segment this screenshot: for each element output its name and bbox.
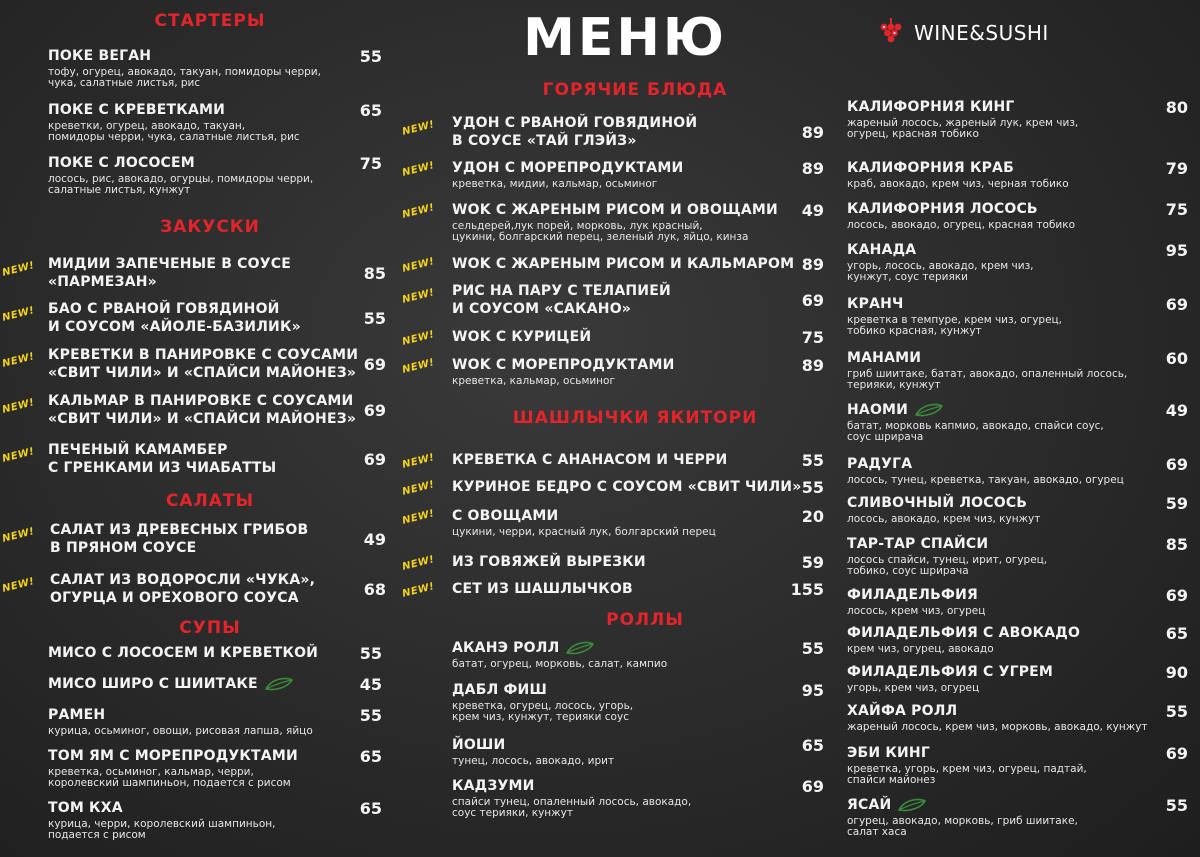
item-price: 55	[363, 309, 386, 328]
item-price: 49	[801, 201, 824, 220]
item-description: жареный лосось, крем чиз, морковь, авокадо, кунжут	[847, 721, 1148, 733]
new-badge: NEW!	[401, 329, 436, 348]
item-name: КУРИНОЕ БЕДРО С СОУСОМ «СВИТ ЧИЛИ»	[452, 479, 802, 495]
menu-item	[0, 347, 400, 381]
item-price: 55	[359, 644, 382, 663]
item-name: МИСО ШИРО С ШИИТАКЕ	[48, 676, 294, 693]
new-badge: NEW!	[1, 446, 36, 465]
item-description: креветка, осьминог, кальмар, черри,	[48, 766, 254, 778]
new-badge: NEW!	[401, 452, 436, 471]
item-price: 59	[801, 553, 824, 572]
menu-item	[400, 255, 830, 275]
item-name: С ГРЕНКАМИ ИЗ ЧИАБАТТЫ	[48, 460, 277, 476]
item-price: 89	[801, 356, 824, 375]
item-price: 69	[1165, 586, 1188, 605]
item-name: УДОН С МОРЕПРОДУКТАМИ	[452, 160, 684, 176]
item-name: СЛИВОЧНЫЙ ЛОСОСЬ	[847, 495, 1028, 511]
menu-item	[400, 777, 830, 819]
item-price: 89	[801, 123, 824, 142]
item-name: БАО С РВАНОЙ ГОВЯДИНОЙ	[48, 301, 280, 317]
leaf-icon	[914, 403, 944, 417]
new-badge: NEW!	[401, 202, 436, 221]
item-name: ЯСАЙ	[847, 797, 927, 814]
item-name: САЛАТ ИЗ ДРЕВЕСНЫХ ГРИБОВ	[50, 522, 309, 538]
item-name: WOK С ЖАРЕНЫМ РИСОМ И ОВОЩАМИ	[452, 202, 778, 218]
item-price: 95	[801, 681, 824, 700]
item-description: краб, авокадо, крем чиз, черная тобико	[847, 178, 1069, 190]
menu-item	[400, 553, 830, 573]
new-badge: NEW!	[401, 287, 436, 306]
item-name: ФИЛАДЕЛЬФИЯ С УГРЕМ	[847, 664, 1054, 680]
item-price: 45	[359, 675, 382, 694]
item-description: курица, черри, королевский шампиньон,	[48, 818, 276, 830]
leaf-icon	[897, 798, 927, 812]
page-title: МЕНЮ	[523, 8, 727, 68]
item-description: спайси тунец, опаленный лосось, авокадо,	[452, 796, 692, 808]
section-title-rolls: РОЛЛЫ	[606, 610, 684, 630]
new-badge: NEW!	[1, 305, 36, 324]
item-name: В ПРЯНОМ СОУСЕ	[50, 540, 197, 556]
item-name: РАМЕН	[48, 707, 106, 723]
menu-item	[400, 201, 830, 243]
item-description: соус терияки, кунжут	[452, 807, 573, 819]
item-description: цукини, болгарский перец, зеленый лук, яйцо, кинза	[452, 231, 749, 243]
item-name: РАДУГА	[847, 456, 913, 472]
item-description: креветки, огурец, авокадо, такуан,	[48, 120, 246, 132]
menu-item	[842, 295, 1200, 337]
item-name: КАЛИФОРНИЯ КРАБ	[847, 160, 1014, 176]
item-description: угорь, лосось, авокадо, крем чиз,	[847, 260, 1034, 272]
menu-item	[842, 586, 1200, 617]
section-title-yakitori: ШАШЛЫЧКИ ЯКИТОРИ	[512, 408, 758, 428]
item-description: лосось спайси, тунец, ирит, огурец,	[847, 554, 1048, 566]
menu-item	[400, 507, 830, 538]
menu-item	[0, 644, 400, 663]
leaf-icon	[264, 677, 294, 691]
item-name: ТОМ КХА	[48, 800, 123, 816]
item-description: крем чиз, кунжут, терияки соус	[452, 711, 629, 723]
item-price: 65	[359, 101, 382, 120]
item-price: 75	[1165, 200, 1188, 219]
item-name: ПОКЕ ВЕГАН	[48, 48, 152, 64]
item-price: 90	[1165, 663, 1188, 682]
menu-item	[842, 702, 1200, 733]
leaf-icon	[565, 641, 595, 655]
item-description: батат, морковь капмио, авокадо, спайси соус,	[847, 420, 1104, 432]
item-name: ПЕЧЕНЫЙ КАМАМБЕР	[48, 442, 228, 458]
item-price: 89	[801, 255, 824, 274]
new-badge: NEW!	[1, 351, 36, 370]
item-description: тобико красная, кунжут	[847, 325, 982, 337]
menu-item	[0, 256, 400, 290]
item-name: «ПАРМЕЗАН»	[48, 274, 157, 290]
item-name: ОГУРЦА И ОРЕХОВОГО СОУСА	[50, 590, 299, 606]
item-name: ХАЙФА РОЛЛ	[847, 703, 958, 719]
item-name: ФИЛАДЕЛЬФИЯ	[847, 587, 978, 603]
item-price: 55	[1165, 796, 1188, 815]
item-description: жареный лосось, жареный лук, крем чиз,	[847, 117, 1079, 129]
section-title-hot: ГОРЯЧИЕ БЛЮДА	[542, 80, 728, 100]
menu-item	[842, 744, 1200, 786]
menu-item	[400, 639, 830, 670]
item-name: МАНАМИ	[847, 350, 922, 366]
menu-item	[842, 663, 1200, 694]
item-description: сельдерей,лук порей, морковь, лук красный,	[452, 220, 703, 232]
menu-item	[842, 200, 1200, 231]
item-price: 85	[363, 264, 386, 283]
new-badge: NEW!	[401, 554, 436, 573]
item-name: ТОМ ЯМ С МОРЕПРОДУКТАМИ	[48, 748, 298, 764]
menu-item	[0, 747, 400, 789]
new-badge: NEW!	[401, 508, 436, 527]
item-name: МИДИИ ЗАПЕЧЕНЫЕ В СОУСЕ	[48, 256, 291, 272]
item-description: лосось, авокадо, огурец, красная тобико	[847, 219, 1076, 231]
item-price: 155	[790, 580, 824, 599]
item-name: КАНАДА	[847, 242, 917, 258]
grape-icon	[878, 18, 904, 48]
item-price: 49	[363, 530, 386, 549]
menu-item	[400, 159, 830, 190]
item-name: ИЗ ГОВЯЖЕЙ ВЫРЕЗКИ	[452, 554, 646, 570]
item-name: ДАБЛ ФИШ	[452, 682, 547, 698]
menu-item	[400, 478, 830, 498]
item-description: соус шрирача	[847, 431, 924, 443]
item-price: 75	[359, 154, 382, 173]
item-name: КРАНЧ	[847, 296, 904, 312]
item-price: 55	[359, 706, 382, 725]
menu-item	[842, 349, 1200, 391]
new-badge: NEW!	[1, 397, 36, 416]
item-description: креветка, мидии, кальмар, осьминог	[452, 178, 658, 190]
item-description: крем чиз, огурец, авокадо	[847, 643, 994, 655]
menu-item	[0, 47, 400, 89]
item-name: КАДЗУМИ	[452, 778, 535, 794]
item-description: креветка в темпуре, крем чиз, огурец,	[847, 314, 1063, 326]
item-description: угорь, крем чиз, огурец	[847, 682, 980, 694]
item-description: королевский шампиньон, подается с рисом	[48, 777, 291, 789]
item-name: ПОКЕ С ЛОСОСЕМ	[48, 155, 195, 171]
menu-item	[842, 401, 1200, 443]
item-name: ПОКЕ С КРЕВЕТКАМИ	[48, 102, 226, 118]
item-description: креветка, огурец, лосось, угорь,	[452, 700, 634, 712]
item-price: 69	[1165, 295, 1188, 314]
item-price: 85	[1165, 535, 1188, 554]
item-description: салатные листья, кунжут	[48, 184, 191, 196]
menu-item	[400, 580, 830, 600]
item-price: 95	[1165, 241, 1188, 260]
item-price: 59	[1165, 494, 1188, 513]
item-price: 79	[1165, 159, 1188, 178]
item-description: гриб шиитаке, батат, авокадо, опаленный лосось,	[847, 368, 1128, 380]
item-description: огурец, авокадо, морковь, гриб шиитаке,	[847, 815, 1078, 827]
brand-name: WINE&SUSHI	[914, 21, 1049, 45]
item-price: 69	[801, 777, 824, 796]
new-badge: NEW!	[401, 256, 436, 275]
item-price: 65	[1165, 624, 1188, 643]
item-name: ЭБИ КИНГ	[847, 745, 930, 761]
new-badge: NEW!	[401, 119, 436, 138]
menu-item	[842, 159, 1200, 190]
item-price: 69	[363, 401, 386, 420]
menu-item	[400, 283, 830, 317]
item-description: салат хаса	[847, 826, 907, 838]
section-title-starters: СТАРТЕРЫ	[154, 11, 266, 31]
item-name: ТАР-ТАР СПАЙСИ	[847, 536, 989, 552]
section-title-soups: СУПЫ	[179, 618, 241, 638]
item-description: чука, салатные листья, рис	[48, 77, 201, 89]
new-badge: NEW!	[401, 357, 436, 376]
item-description: лосось, тунец, креветка, такуан, авокадо, огурец	[847, 474, 1124, 486]
item-description: креветка, кальмар, осьминог	[452, 375, 615, 387]
item-name: WOK С МОРЕПРОДУКТАМИ	[452, 357, 675, 373]
item-name: И СОУСОМ «АЙОЛЕ-БАЗИЛИК»	[48, 319, 301, 335]
menu-item	[842, 535, 1200, 577]
item-description: тунец, лосось, авокадо, ирит	[452, 755, 615, 767]
new-badge: NEW!	[401, 581, 436, 600]
menu-item	[842, 98, 1200, 140]
menu-item	[400, 451, 830, 471]
brand-logo	[878, 18, 1049, 48]
item-description: помидоры черри, чука, салатные листья, рис	[48, 131, 300, 143]
item-name: «СВИТ ЧИЛИ» И «СПАЙСИ МАЙОНЕЗ»	[48, 411, 357, 427]
item-description: тофу, огурец, авокадо, такуан, помидоры черри,	[48, 66, 321, 78]
item-description: подается с рисом	[48, 829, 146, 841]
menu-item	[400, 115, 830, 149]
menu-item	[0, 101, 400, 143]
menu-item	[0, 706, 400, 737]
item-price: 80	[1165, 98, 1188, 117]
item-name: УДОН С РВАНОЙ ГОВЯДИНОЙ	[452, 115, 698, 131]
item-name: САЛАТ ИЗ ВОДОРОСЛИ «ЧУКА»,	[50, 572, 316, 588]
section-title-snacks: ЗАКУСКИ	[160, 217, 260, 237]
new-badge: NEW!	[1, 260, 36, 279]
item-name: КРЕВЕТКИ В ПАНИРОВКЕ С СОУСАМИ	[48, 347, 359, 363]
item-name: СЕТ ИЗ ШАШЛЫЧКОВ	[452, 581, 633, 597]
menu-item	[842, 494, 1200, 525]
menu-item	[842, 624, 1200, 655]
item-name: НАОМИ	[847, 402, 944, 419]
item-price: 65	[801, 736, 824, 755]
item-price: 55	[1165, 702, 1188, 721]
item-description: терияки, кунжут	[847, 379, 941, 391]
item-price: 69	[1165, 455, 1188, 474]
item-description: кунжут, соус терияки	[847, 271, 968, 283]
new-badge: NEW!	[401, 479, 436, 498]
menu-item	[0, 572, 400, 606]
item-name: ЙОШИ	[452, 737, 506, 753]
item-price: 69	[363, 355, 386, 374]
item-description: лосось, рис, авокадо, огурцы, помидоры черри,	[48, 173, 314, 185]
item-price: 55	[359, 47, 382, 66]
item-price: 60	[1165, 349, 1188, 368]
item-name: ФИЛАДЕЛЬФИЯ С АВОКАДО	[847, 625, 1081, 641]
menu-item	[0, 675, 400, 694]
item-name: КРЕВЕТКА С АНАНАСОМ И ЧЕРРИ	[452, 452, 728, 468]
item-name: КАЛЬМАР В ПАНИРОВКЕ С СОУСАМИ	[48, 393, 354, 409]
item-description: цукини, черри, красный лук, болгарский перец	[452, 526, 716, 538]
item-price: 68	[363, 580, 386, 599]
item-price: 55	[801, 478, 824, 497]
item-price: 65	[359, 747, 382, 766]
menu-item	[0, 799, 400, 841]
menu-item	[400, 681, 830, 723]
item-price: 65	[359, 799, 382, 818]
item-price: 69	[363, 450, 386, 469]
item-name: С ОВОЩАМИ	[452, 508, 559, 524]
menu-item	[842, 796, 1200, 838]
item-description: лосось, крем чиз, огурец	[847, 605, 986, 617]
section-title-salads: САЛАТЫ	[165, 491, 255, 511]
item-description: батат, огурец, морковь, салат, кампио	[452, 658, 668, 670]
item-description: курица, осьминог, овощи, рисовая лапша, яйцо	[48, 725, 313, 737]
new-badge: NEW!	[401, 160, 436, 179]
item-price: 20	[801, 507, 824, 526]
menu-item	[0, 522, 400, 556]
item-name: КАЛИФОРНИЯ КИНГ	[847, 99, 1015, 115]
item-price: 69	[801, 291, 824, 310]
item-price: 75	[801, 328, 824, 347]
item-price: 69	[1165, 744, 1188, 763]
item-price: 49	[1165, 401, 1188, 420]
item-price: 55	[801, 639, 824, 658]
item-description: огурец, красная тобико	[847, 128, 979, 140]
menu-item	[842, 241, 1200, 283]
menu-item	[400, 736, 830, 767]
new-badge: NEW!	[1, 526, 36, 545]
item-name: WOK С КУРИЦЕЙ	[452, 329, 592, 345]
menu-item	[0, 154, 400, 196]
item-name: РИС НА ПАРУ С ТЕЛАПИЕЙ	[452, 283, 671, 299]
new-badge: NEW!	[1, 576, 36, 595]
menu-item	[400, 328, 830, 348]
item-name: WOK С ЖАРЕНЫМ РИСОМ И КАЛЬМАРОМ	[452, 256, 795, 272]
item-name: И СОУСОМ «САКАНО»	[452, 301, 632, 317]
item-name: КАЛИФОРНИЯ ЛОСОСЬ	[847, 201, 1038, 217]
item-description: спайси майонез	[847, 774, 936, 786]
menu-item	[400, 356, 830, 387]
menu-item	[0, 442, 400, 476]
item-name: АКАНЭ РОЛЛ	[452, 640, 595, 657]
menu-item	[0, 301, 400, 335]
item-description: лосось, авокадо, крем чиз, кунжут	[847, 513, 1041, 525]
menu-item	[0, 393, 400, 427]
item-name: «СВИТ ЧИЛИ» И «СПАЙСИ МАЙОНЕЗ»	[48, 365, 357, 381]
item-price: 55	[801, 451, 824, 470]
item-name: В СОУСЕ «ТАЙ ГЛЭЙЗ»	[452, 133, 637, 149]
item-description: тобико, соус шрирача	[847, 565, 969, 577]
item-price: 89	[801, 159, 824, 178]
item-description: креветка, угорь, крем чиз, огурец, падтай,	[847, 763, 1087, 775]
item-name: МИСО С ЛОСОСЕМ И КРЕВЕТКОЙ	[48, 645, 319, 661]
menu-item	[842, 455, 1200, 486]
